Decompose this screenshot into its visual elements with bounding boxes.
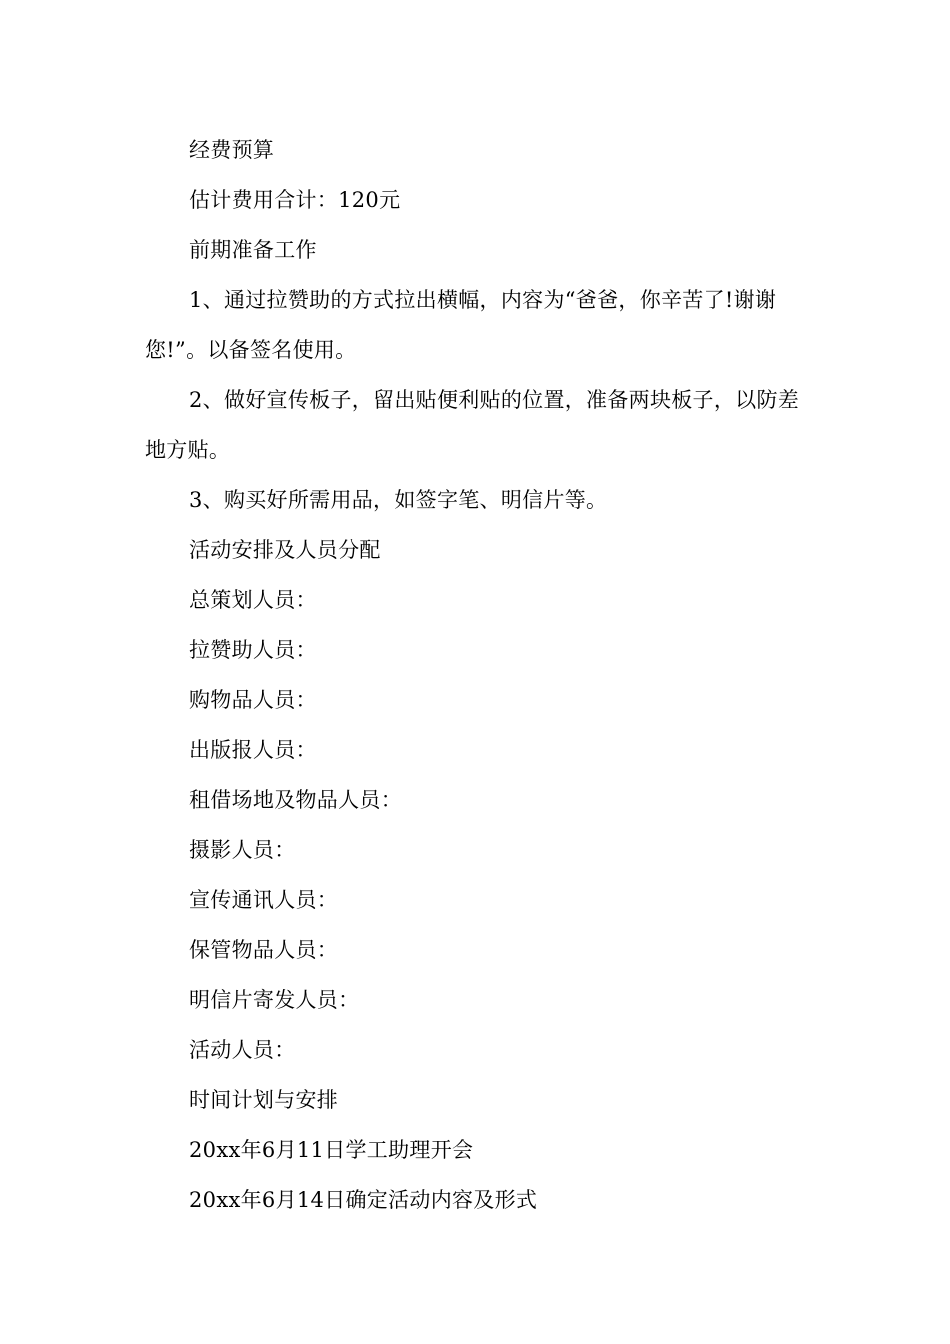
preparation-item-1: 1、通过拉赞助的方式拉出横幅，内容为“爸爸，你辛苦了!谢谢您!”。以备签名使用。 — [145, 288, 777, 362]
schedule-item-1: 20xx年6月11日学工助理开会 — [189, 1138, 474, 1162]
section-heading-budget: 经费预算 — [189, 138, 275, 162]
staff-role-planning: 总策划人员： — [189, 588, 317, 612]
staff-role-purchasing: 购物品人员： — [189, 688, 317, 712]
schedule-item-2: 20xx年6月14日确定活动内容及形式 — [189, 1188, 538, 1212]
staff-role-publicity: 宣传通讯人员： — [189, 888, 339, 912]
staff-role-postcards: 明信片寄发人员： — [189, 988, 360, 1012]
staff-role-venue: 租借场地及物品人员： — [189, 788, 402, 812]
section-heading-staffing: 活动安排及人员分配 — [189, 538, 381, 562]
staff-role-storage: 保管物品人员： — [189, 938, 339, 962]
staff-role-activity: 活动人员： — [189, 1038, 296, 1062]
preparation-item-2: 2、做好宣传板子，留出贴便利贴的位置，准备两块板子，以防差地方贴。 — [145, 388, 800, 462]
section-heading-schedule: 时间计划与安排 — [189, 1088, 339, 1112]
staff-role-board: 出版报人员： — [189, 738, 317, 762]
staff-role-photography: 摄影人员： — [189, 838, 296, 862]
staff-role-sponsorship: 拉赞助人员： — [189, 638, 317, 662]
budget-total: 估计费用合计：120元 — [189, 188, 401, 212]
preparation-item-3: 3、购买好所需用品，如签字笔、明信片等。 — [189, 488, 608, 512]
section-heading-preparation: 前期准备工作 — [189, 238, 317, 262]
document-body — [145, 125, 810, 1225]
